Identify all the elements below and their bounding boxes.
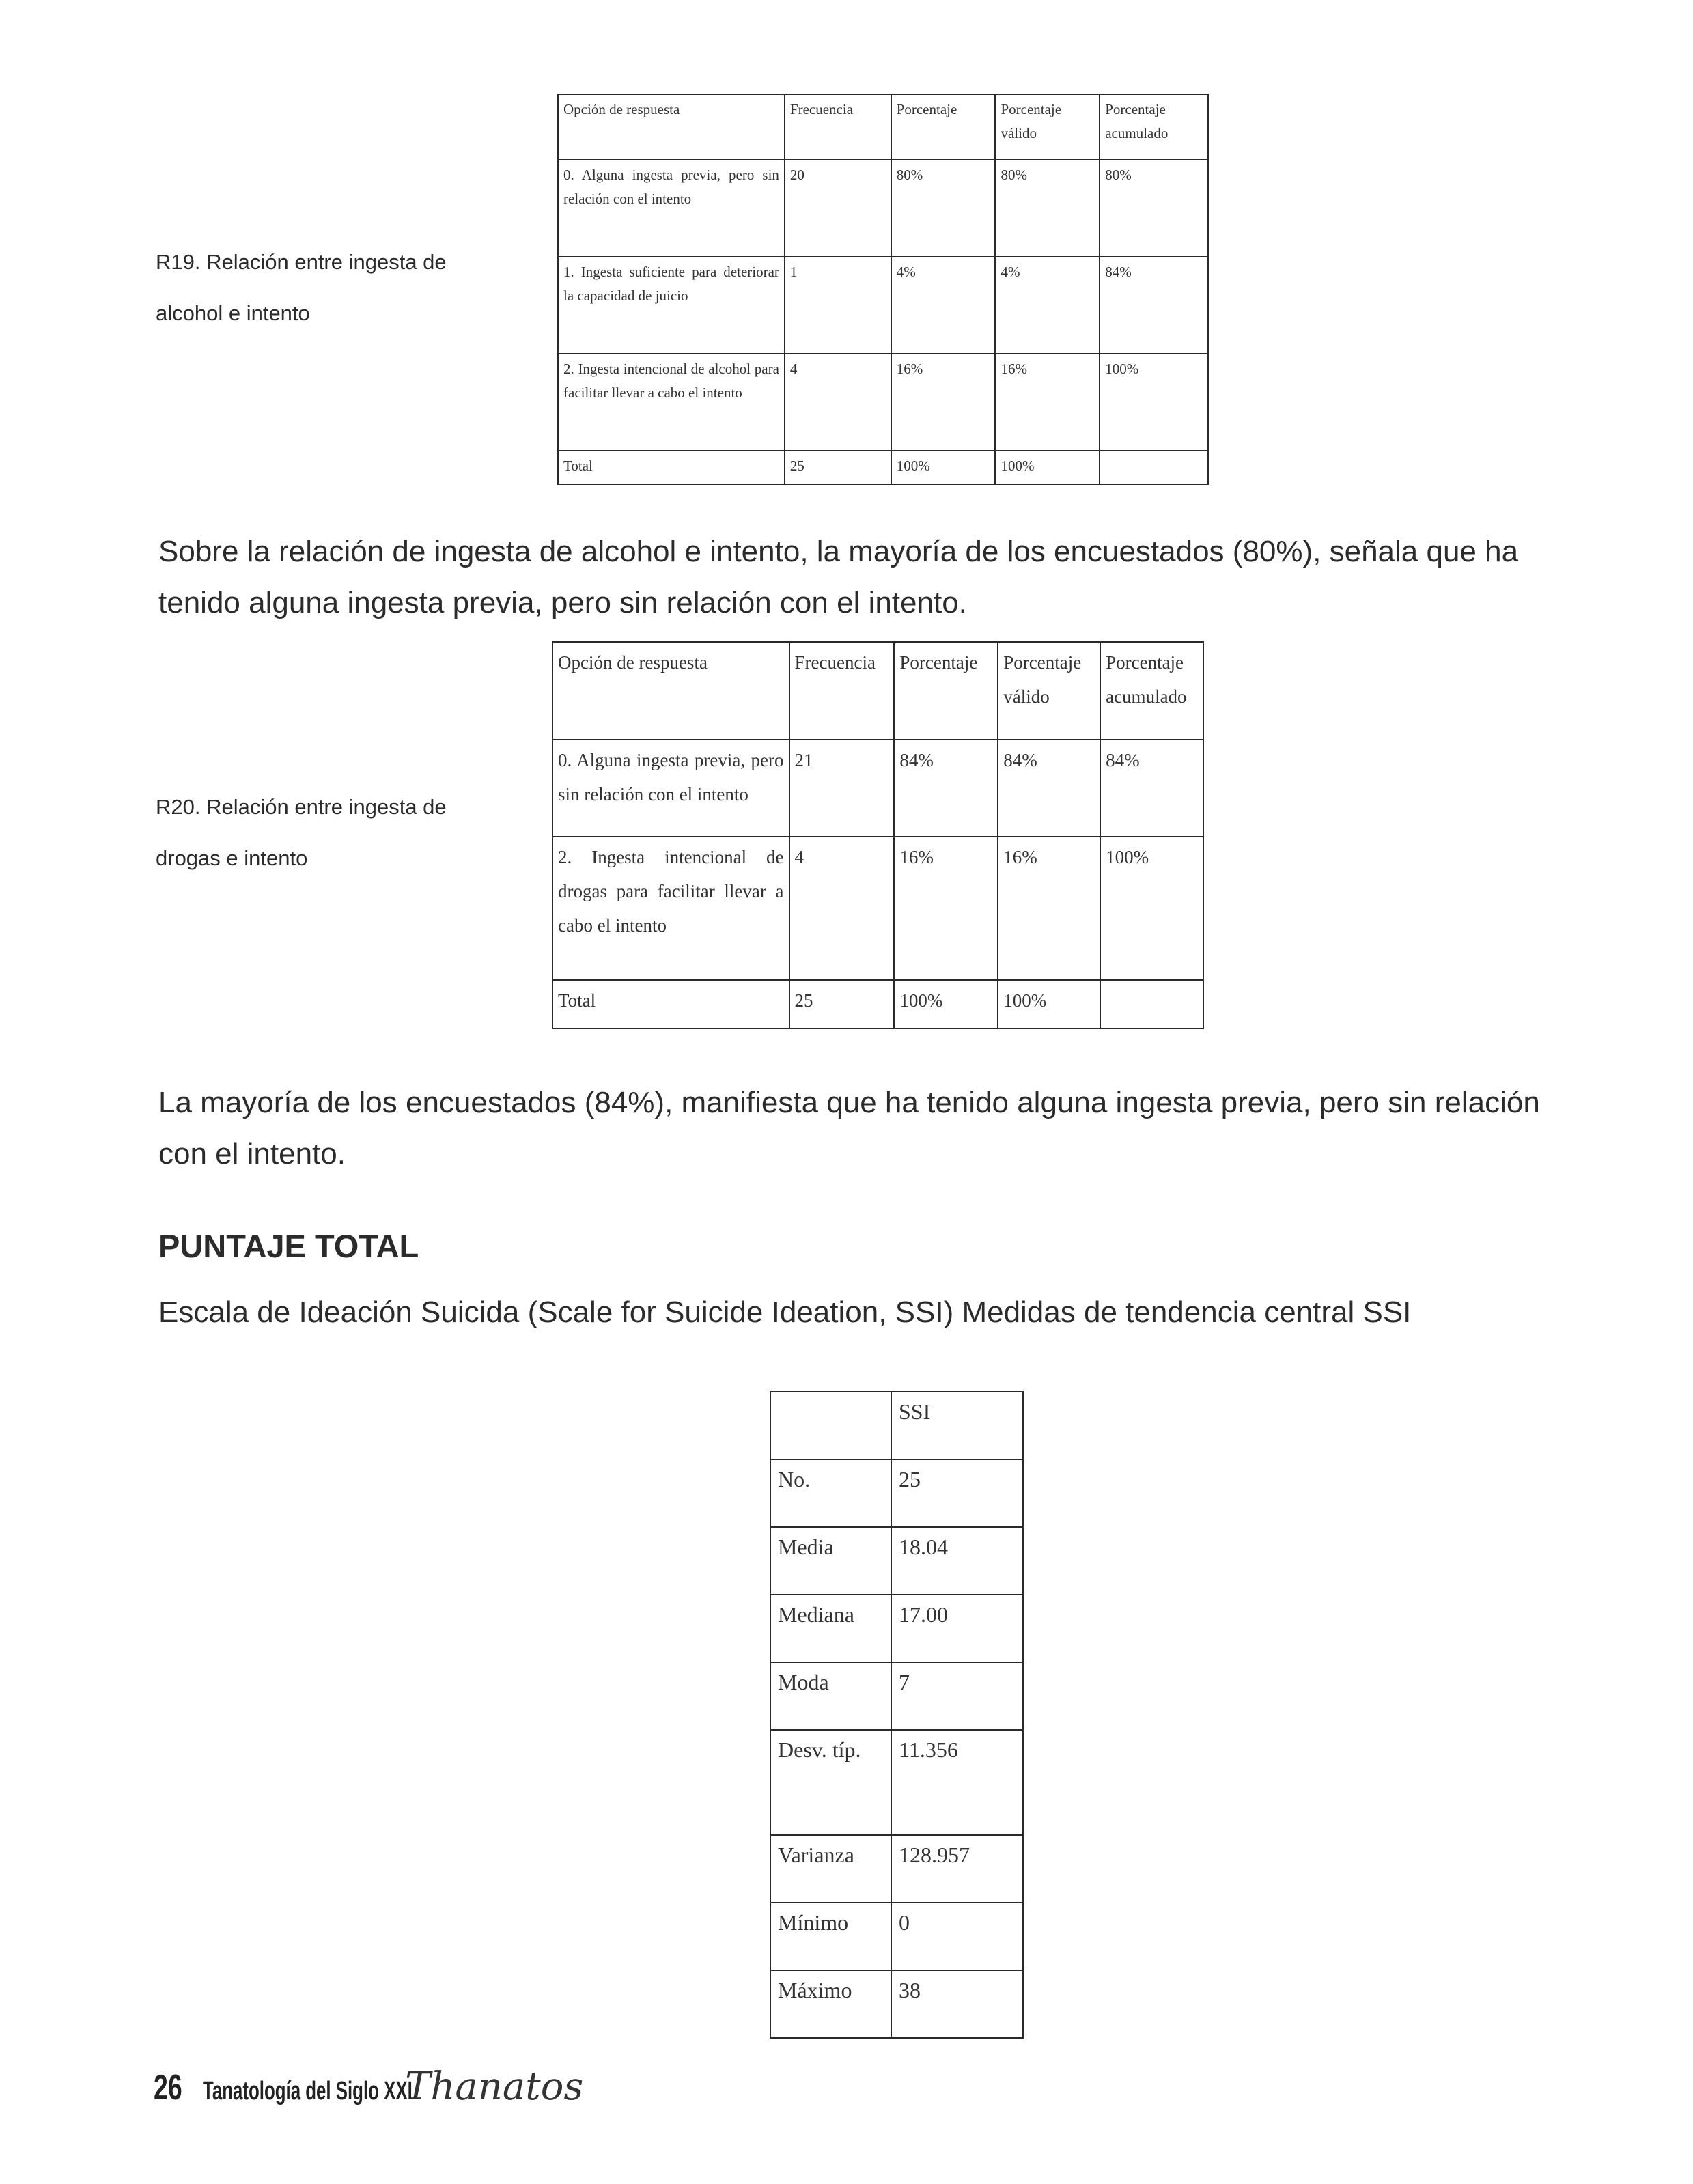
page-footer [154,2064,583,2119]
stat-name: Mínimo [770,1903,891,1970]
table-header-row [558,94,1208,160]
table-cell: 4 [785,354,891,451]
table-cell: 100% [891,451,996,484]
header-cell: Frecuencia [789,642,895,740]
section-heading: PUNTAJE TOTAL [158,1228,419,1264]
r20-label-line-2: drogas e intento [156,846,308,870]
table-cell: 16% [891,354,996,451]
stat-name: Desv. típ. [770,1730,891,1835]
header-cell: Porcentaje válido [998,642,1100,740]
header-cell: SSI [891,1392,1023,1459]
table-row [770,1662,1023,1730]
table-cell: 25 [789,980,895,1028]
table-cell: 20 [785,160,891,257]
journal-title: Tanatología del Siglo XXI [203,2077,412,2105]
table-row [558,257,1208,354]
journal-logo: Thanatos [405,2064,584,2109]
table-cell: 16% [894,837,998,980]
table-row [558,160,1208,257]
table-cell: Total [552,980,789,1028]
r20-table [552,641,1204,1029]
table-cell: 100% [894,980,998,1028]
table-cell: Total [558,451,785,484]
table-cell: 84% [998,740,1100,837]
table-cell: 2. Ingesta intencional de alcohol para facilitar llevar a cabo el intento [558,354,785,451]
table-cell: 100% [995,451,1100,484]
stat-name: Mediana [770,1595,891,1662]
table-cell: 100% [1100,837,1203,980]
table-cell: 4% [995,257,1100,354]
stat-value: 128.957 [891,1835,1023,1903]
header-cell: Frecuencia [785,94,891,160]
stat-value: 18.04 [891,1527,1023,1595]
table-cell: 21 [789,740,895,837]
stat-value: 7 [891,1662,1023,1730]
table-cell: 1 [785,257,891,354]
table-cell: 4 [789,837,895,980]
table-header-row [770,1392,1023,1459]
stat-name: Media [770,1527,891,1595]
table-row [770,1730,1023,1835]
table-row [770,1903,1023,1970]
stat-value: 17.00 [891,1595,1023,1662]
table-total-row [552,980,1203,1028]
paragraph-r19-summary: Sobre la relación de ingesta de alcohol e intento, la mayoría de los encuestados (80%), señala que ha tenido alguna ingesta previa, pero sin relación con el intento. [158,535,1519,619]
header-cell: Porcentaje acumulado [1100,94,1208,160]
table-cell: 100% [1100,354,1208,451]
r19-label-line-1: R19. Relación entre ingesta de [156,250,447,274]
table-cell: 0. Alguna ingesta previa, pero sin relación con el intento [552,740,789,837]
header-cell: Porcentaje [891,94,996,160]
r19-label [156,236,447,339]
table-cell: 84% [894,740,998,837]
table-cell: 84% [1100,740,1203,837]
table-row [552,740,1203,837]
table-cell [1100,451,1208,484]
table-row [552,837,1203,980]
table-cell: 2. Ingesta intencional de drogas para facilitar llevar a cabo el intento [552,837,789,980]
table-total-row [558,451,1208,484]
stat-name: Varianza [770,1835,891,1903]
paragraph-r20-summary: La mayoría de los encuestados (84%), manifiesta que ha tenido alguna ingesta previa, pero sin relación con el intento. [158,1086,1540,1171]
table-row [770,1835,1023,1903]
stat-value: 38 [891,1970,1023,2038]
table-row [770,1970,1023,2038]
header-cell-empty [770,1392,891,1459]
table-cell: 1. Ingesta suficiente para deteriorar la capacidad de juicio [558,257,785,354]
stat-value: 25 [891,1459,1023,1527]
table-cell: 80% [891,160,996,257]
header-cell: Opción de respuesta [558,94,785,160]
page-number: 26 [154,2068,182,2108]
table-cell: 100% [998,980,1100,1028]
header-cell: Porcentaje válido [995,94,1100,160]
table-cell [1100,980,1203,1028]
section-subheading: Escala de Ideación Suicida (Scale for Suicide Ideation, SSI) Medidas de tendencia central SSI [158,1296,1412,1329]
r19-table [557,94,1209,485]
stat-name: Máximo [770,1970,891,2038]
table-header-row [552,642,1203,740]
table-row [770,1459,1023,1527]
header-cell: Porcentaje [894,642,998,740]
stat-value: 11.356 [891,1730,1023,1835]
table-row [770,1527,1023,1595]
r19-label-line-2: alcohol e intento [156,301,310,325]
ssi-table [770,1391,1024,2039]
stat-value: 0 [891,1903,1023,1970]
table-row [770,1595,1023,1662]
table-cell: 0. Alguna ingesta previa, pero sin relación con el intento [558,160,785,257]
table-cell: 16% [995,354,1100,451]
table-cell: 4% [891,257,996,354]
header-cell: Porcentaje acumulado [1100,642,1203,740]
stat-name: No. [770,1459,891,1527]
r20-label-line-1: R20. Relación entre ingesta de [156,795,447,819]
r20-label [156,781,447,884]
table-cell: 25 [785,451,891,484]
stat-name: Moda [770,1662,891,1730]
table-cell: 80% [1100,160,1208,257]
table-cell: 16% [998,837,1100,980]
table-cell: 84% [1100,257,1208,354]
header-cell: Opción de respuesta [552,642,789,740]
table-cell: 80% [995,160,1100,257]
table-row [558,354,1208,451]
